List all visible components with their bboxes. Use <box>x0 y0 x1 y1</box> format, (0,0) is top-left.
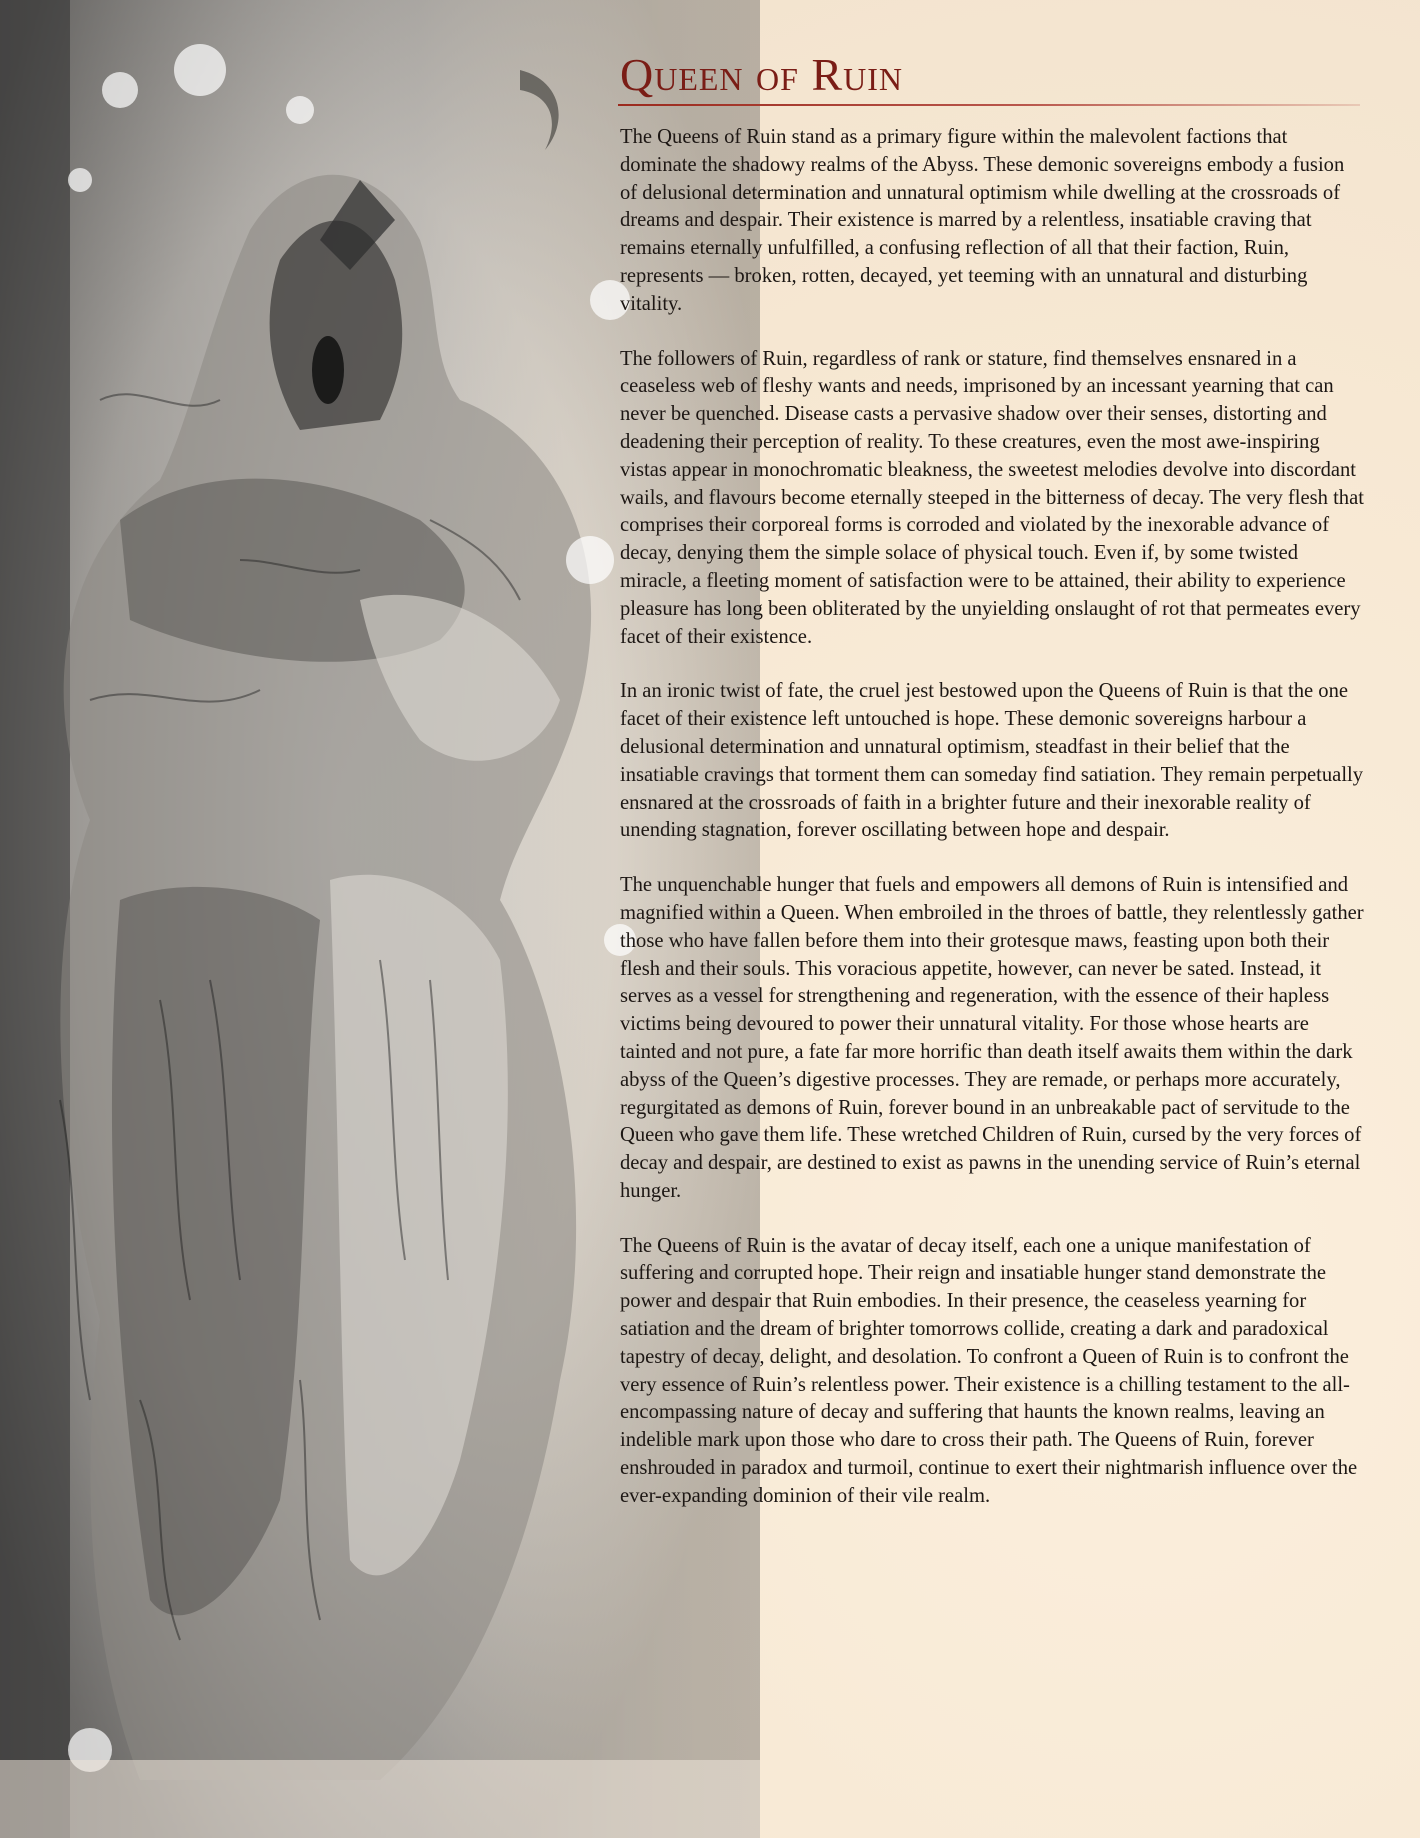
paragraph-5: The Queens of Ruin is the avatar of decay itself, each one a unique manifestation of suffering and corrupted hope. Their reign and insatiable hunger stand demonstrate the power and despair that Ruin embodies. In their presence, the ceaseless yearning for satiation and the dream of brighter tomorrows collide, creating a dark and paradoxical tapestry of decay, delight, and desolation. To confront a Queen of Ruin is to confront the very essence of Ruin’s relentless power. Their existence is a chilling testament to the all-encompassing nature of decay and suffering that haunts the known realms, leaving an indelible mark upon those who dare to cross their path. The Queens of Ruin, forever enshrouded in paradox and turmoil, continue to exert their nightmarish influence over the ever-expanding dominion of their vile realm. <box>620 1234 1358 1507</box>
paragraph-1: The Queens of Ruin stand as a primary figure within the malevolent factions that dominate the shadowy realms of the Abyss. These demonic sovereigns embody a fusion of delusional determination and unnatural optimism while dwelling at the crossroads of dreams and despair. Their existence is marred by a relentless, insatiable craving that remains eternally unfulfilled, a confusing reflection of all that their faction, Ruin, represents — broken, rotten, decayed, yet teeming with an unnatural and disturbing vitality. <box>620 126 1345 315</box>
paragraph-3: In an ironic twist of fate, the cruel jest bestowed upon the Queens of Ruin is that the one facet of their existence left untouched is hope. These demonic sovereigns harbour a delusional determination and unnatural optimism, steadfast in their belief that the insatiable cravings that torment them can someday find satiation. They remain perpetually ensnared at the crossroads of faith in a brighter future and their inexorable reality of unending stagnation, forever oscillating between hope and despair. <box>620 680 1364 842</box>
title-underline <box>618 104 1360 106</box>
page-title: Queen of Ruin <box>620 49 903 100</box>
article-column <box>618 49 1364 1538</box>
paragraph-2: The followers of Ruin, regardless of rank or stature, find themselves ensnared in a ceaseless web of fleshy wants and needs, imprisoned by an incessant yearning that can never be quenched. Disease casts a pervasive shadow over their senses, distorting and deadening their perception of reality. To these creatures, even the most awe-inspiring vistas appear in monochromatic bleakness, the sweetest melodies devolve into discordant wails, and flavours become eternally steeped in the bitterness of decay. The very flesh that comprises their corporeal forms is corroded and violated by the inexorable advance of decay, denying them the simple solace of physical touch. Even if, by some twisted miracle, a fleeting moment of satisfaction were to be attained, their ability to experience pleasure has long been obliterated by the unyielding onslaught of rot that permeates every facet of their existence. <box>620 347 1364 648</box>
paragraph-4: The unquenchable hunger that fuels and empowers all demons of Ruin is intensified and magnified within a Queen. When embroiled in the throes of battle, they relentlessly gather those who have fallen before them into their grotesque maws, feasting upon both their flesh and their souls. This voracious appetite, however, can never be sated. Instead, it serves as a vessel for strengthening and regeneration, with the essence of their hapless victims being devoured to power their unnatural vitality. For those whose hearts are tainted and not pure, a fate far more horrific than death itself awaits them within the dark abyss of the Queen’s digestive processes. They are remade, or perhaps more accurately, regurgitated as demons of Ruin, forever bound in an unbreakable pact of servitude to the Queen who gave them life. These wretched Children of Ruin, cursed by the very forces of decay and despair, are destined to exist as pawns in the unending service of Ruin’s eternal hunger. <box>620 874 1364 1202</box>
